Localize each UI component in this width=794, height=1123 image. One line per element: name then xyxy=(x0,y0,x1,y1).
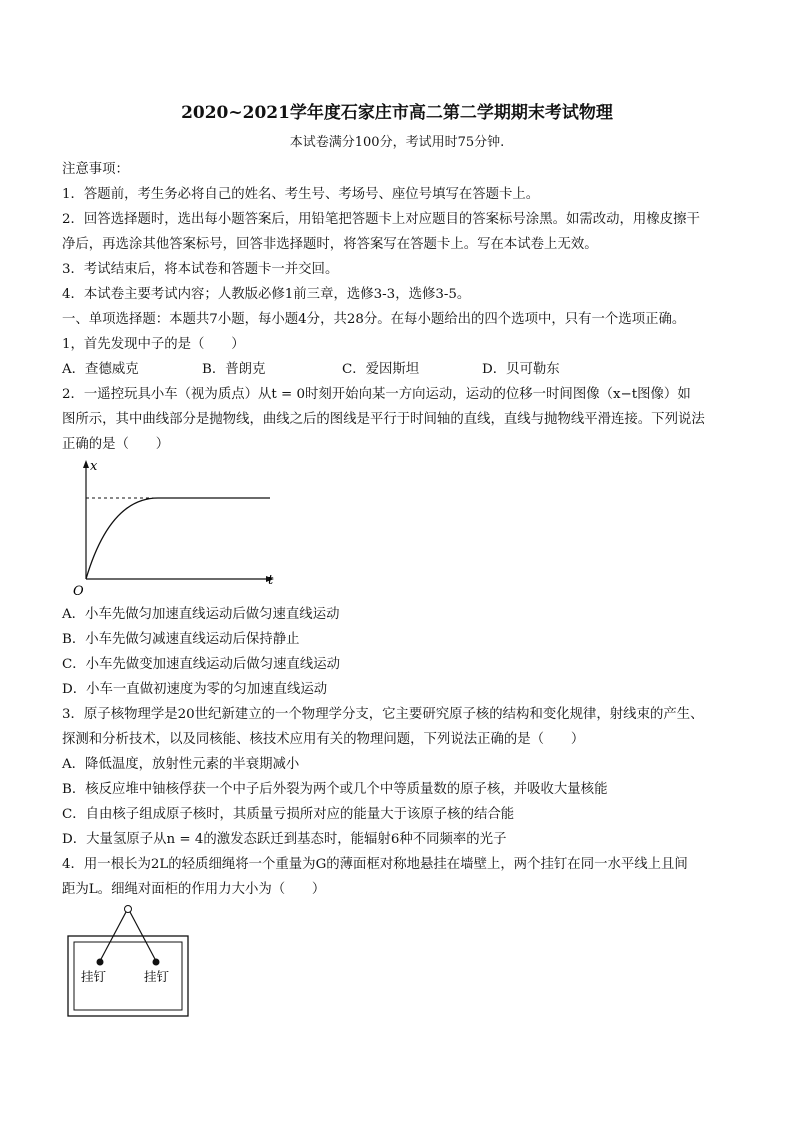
note-item-3: 3．考试结束后，将本试卷和答题卡一并交回。 xyxy=(62,262,339,277)
q3-option-c: C．自由核子组成原子核时，其质量亏损所对应的能量大于该原子核的结合能 xyxy=(62,807,515,822)
origin-label: O xyxy=(73,584,84,599)
y-axis-label: x xyxy=(90,459,98,474)
q2-option-d: D．小车一直做初速度为零的匀加速直线运动 xyxy=(62,682,328,697)
q2-option-a: A．小车先做匀加速直线运动后做匀速直线运动 xyxy=(62,607,340,622)
question-3-line-2: 探测和分析技术，以及同核能、核技术应用有关的物理问题，下列说法正确的是（ ） xyxy=(62,732,585,747)
q1-option-a: A．查德威克 xyxy=(62,362,139,377)
x-axis-label: t xyxy=(268,573,274,588)
note-item-2: 2．回答选择题时，选出每小题答案后，用铅笔把答题卡上对应题目的答案标号涂黑。如需改动，用橡皮擦干 xyxy=(62,212,700,227)
question-4-line-1: 4．用一根长为2L的轻质细绳将一个重量为G的薄面框对称地悬挂在墙壁上，两个挂钉在同一水平线上且间 xyxy=(62,857,688,872)
question-1-stem: 1，首先发现中子的是（ ） xyxy=(62,337,245,352)
question-2-line-3: 正确的是（ ） xyxy=(62,437,170,452)
exam-info: 本试卷满分100分，考试用时75分钟. xyxy=(289,135,505,150)
q1-option-c: C．爱因斯坦 xyxy=(342,362,420,377)
note-item-2-cont: 净后，再选涂其他答案标号，回答非选择题时，将答案写在答题卡上。写在本试卷上无效。 xyxy=(62,237,598,252)
q2-option-c: C．小车先做变加速直线运动后做匀速直线运动 xyxy=(62,657,341,672)
xt-graph xyxy=(70,455,290,600)
notes-heading: 注意事项： xyxy=(62,162,129,177)
right-nail-label: 挂钉 xyxy=(144,969,170,984)
note-item-4: 4．本试卷主要考试内容；人教版必修1前三章，选修3-3，选修3-5。 xyxy=(62,287,471,302)
question-3-line-1: 3．原子核物理学是20世纪新建立的一个物理学分支，它主要研究原子核的结构和变化规律，射线束的产生、 xyxy=(62,707,704,722)
q3-option-a: A．降低温度，放射性元素的半衰期减小 xyxy=(62,757,300,772)
question-2-line-2: 图所示，其中曲线部分是抛物线，曲线之后的图线是平行于时间轴的直线，直线与抛物线平滑连接。下列说法 xyxy=(62,412,705,427)
right-nail xyxy=(153,959,160,966)
wall-nail-circle xyxy=(125,906,132,913)
parabola-curve xyxy=(86,498,158,579)
question-1-options xyxy=(62,358,560,377)
q3-option-b: B．核反应堆中铀核俘获一个中子后外裂为两个或几个中等质量数的原子核，并吸收大量核能 xyxy=(62,782,608,797)
question-2-line-1: 2．一遥控玩具小车（视为质点）从t = 0时刻开始向某一方向运动，运动的位移一时间图像（x−t图像）如 xyxy=(62,387,691,402)
q1-option-d: D．贝可勒东 xyxy=(482,362,560,377)
y-axis-arrow xyxy=(83,460,89,468)
picture-frame-figure xyxy=(60,898,200,1023)
question-4-line-2: 距为L。细绳对面柜的作用力大小为（ ） xyxy=(62,882,326,897)
left-nail xyxy=(97,959,104,966)
q2-option-b: B．小车先做匀减速直线运动后保持静止 xyxy=(62,632,300,647)
section-heading: 一、单项选择题：本题共7小题，每小题4分，共28分。在每小题给出的四个选项中，只有一个选项正确。 xyxy=(62,312,686,327)
q1-option-b: B．普朗克 xyxy=(202,362,266,377)
q3-option-d: D．大量氢原子从n = 4的激发态跃迁到基态时，能辐射6种不同频率的光子 xyxy=(62,832,507,847)
page-title: 2020~2021学年度石家庄市高二第二学期期末考试物理 xyxy=(181,103,613,123)
left-nail-label: 挂钉 xyxy=(81,969,107,984)
note-item-1: 1．答题前，考生务必将自己的姓名、考生号、考场号、座位号填写在答题卡上。 xyxy=(62,187,540,202)
